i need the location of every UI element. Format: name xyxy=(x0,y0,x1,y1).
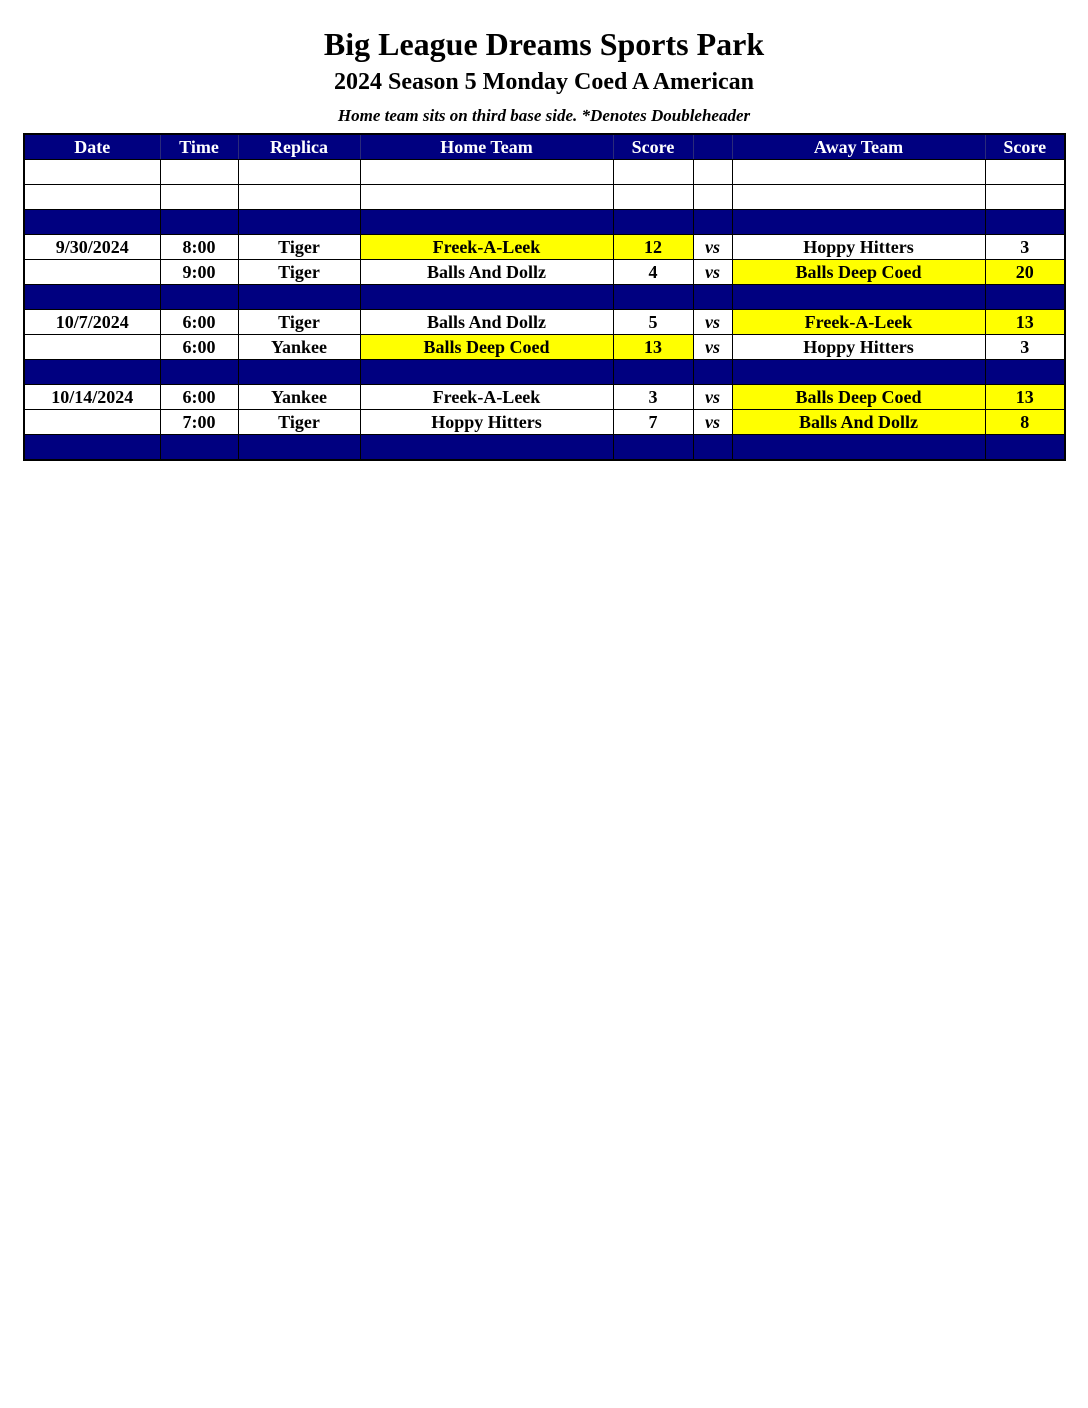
game-replica: Tiger xyxy=(238,235,360,260)
away-team: Balls Deep Coed xyxy=(732,260,985,285)
game-replica: Tiger xyxy=(238,310,360,335)
home-team: Freek-A-Leek xyxy=(360,385,613,410)
week-separator-row xyxy=(24,360,1065,385)
away-score: 13 xyxy=(985,385,1065,410)
table-header-row xyxy=(24,134,1065,160)
game-replica: Tiger xyxy=(238,260,360,285)
away-team: Balls Deep Coed xyxy=(732,385,985,410)
vs-label: vs xyxy=(693,260,732,285)
column-header-replica: Replica xyxy=(238,134,360,160)
away-team: Hoppy Hitters xyxy=(732,335,985,360)
home-team: Freek-A-Leek xyxy=(360,235,613,260)
game-row xyxy=(24,385,1065,410)
home-team: Balls And Dollz xyxy=(360,310,613,335)
away-team: Hoppy Hitters xyxy=(732,235,985,260)
column-header-away-team: Away Team xyxy=(732,134,985,160)
game-row xyxy=(24,260,1065,285)
home-score: 4 xyxy=(613,260,693,285)
schedule-table xyxy=(23,133,1066,461)
game-date xyxy=(24,335,160,360)
game-replica: Tiger xyxy=(238,410,360,435)
column-header-time: Time xyxy=(160,134,238,160)
game-time: 6:00 xyxy=(160,385,238,410)
game-date: 9/30/2024 xyxy=(24,235,160,260)
game-time: 8:00 xyxy=(160,235,238,260)
game-row xyxy=(24,235,1065,260)
game-replica: Yankee xyxy=(238,385,360,410)
game-row xyxy=(24,335,1065,360)
away-team: Freek-A-Leek xyxy=(732,310,985,335)
home-score: 7 xyxy=(613,410,693,435)
game-time: 6:00 xyxy=(160,335,238,360)
week-separator-row xyxy=(24,210,1065,235)
home-team: Balls And Dollz xyxy=(360,260,613,285)
game-time: 7:00 xyxy=(160,410,238,435)
home-team: Balls Deep Coed xyxy=(360,335,613,360)
column-header-home-team: Home Team xyxy=(360,134,613,160)
home-score: 13 xyxy=(613,335,693,360)
away-score: 8 xyxy=(985,410,1065,435)
game-date: 10/7/2024 xyxy=(24,310,160,335)
vs-label: vs xyxy=(693,310,732,335)
home-team: Hoppy Hitters xyxy=(360,410,613,435)
game-row xyxy=(24,310,1065,335)
vs-label: vs xyxy=(693,235,732,260)
away-score: 3 xyxy=(985,235,1065,260)
empty-row xyxy=(24,160,1065,185)
home-score: 12 xyxy=(613,235,693,260)
away-score: 13 xyxy=(985,310,1065,335)
column-header-vs xyxy=(693,134,732,160)
page-title: Big League Dreams Sports Park xyxy=(323,26,765,62)
away-team: Balls And Dollz xyxy=(732,410,985,435)
game-date: 10/14/2024 xyxy=(24,385,160,410)
column-header-date: Date xyxy=(24,134,160,160)
vs-label: vs xyxy=(693,335,732,360)
game-replica: Yankee xyxy=(238,335,360,360)
game-time: 6:00 xyxy=(160,310,238,335)
home-score: 5 xyxy=(613,310,693,335)
game-date xyxy=(24,410,160,435)
week-separator-row xyxy=(24,285,1065,310)
game-time: 9:00 xyxy=(160,260,238,285)
column-header-home-score: Score xyxy=(613,134,693,160)
vs-label: vs xyxy=(693,385,732,410)
away-score: 20 xyxy=(985,260,1065,285)
empty-row xyxy=(24,185,1065,210)
column-header-away-score: Score xyxy=(985,134,1065,160)
league-subtitle: 2024 Season 5 Monday Coed A American xyxy=(333,69,755,95)
schedule-note: Home team sits on third base side. *Denotes Doubleheader xyxy=(337,106,751,125)
away-score: 3 xyxy=(985,335,1065,360)
vs-label: vs xyxy=(693,410,732,435)
week-separator-row xyxy=(24,435,1065,461)
home-score: 3 xyxy=(613,385,693,410)
game-row xyxy=(24,410,1065,435)
game-date xyxy=(24,260,160,285)
